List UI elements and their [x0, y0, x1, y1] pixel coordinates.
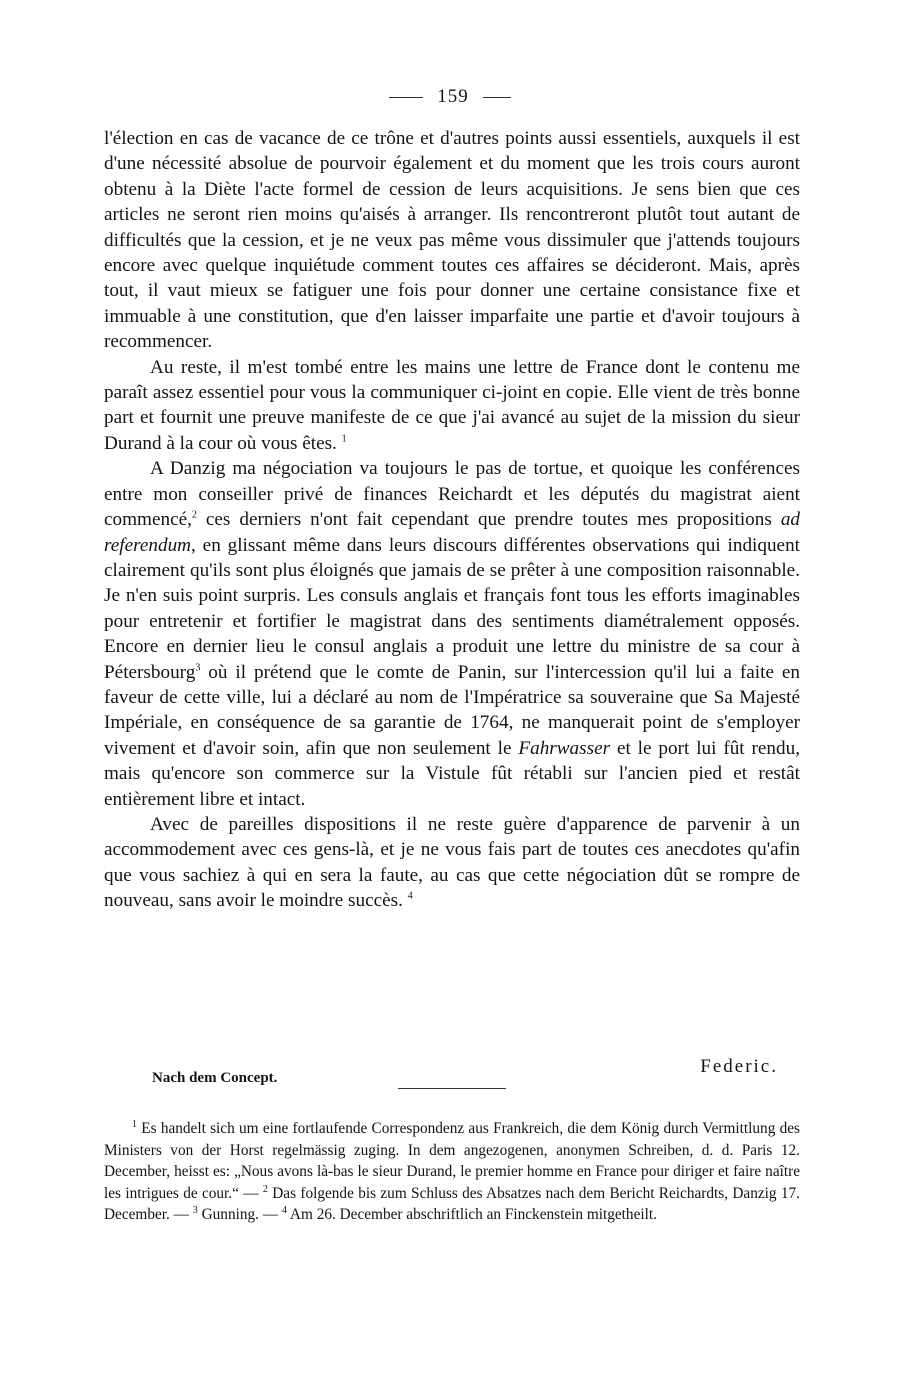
paragraph-france-letter	[104, 355, 800, 457]
footnote-mark-4: 4	[281, 1205, 287, 1217]
footnote-mark-1: 1	[132, 1118, 137, 1130]
footnote-text-4: Am 26. December abschriftlich an Finckenstein mitgetheilt.	[289, 1206, 657, 1224]
footnote-ref-2: 2	[191, 509, 197, 521]
paragraph-closing	[104, 812, 800, 914]
footnote-text-1: Es handelt sich um eine fortlaufende Correspondenz aus Frankreich, die dem König durch Vermittlung des Ministers von der Horst regelmässig zuging. In dem angezogenen, anonymen Schreiben, d. d. Paris 12. December, heisst es: „Nous avons là-bas le sieur Durand, le premier homme en France pour diriger et faire naître les intrigues de cour.“ —	[104, 1120, 800, 1202]
paragraph-text: Avec de pareilles dispositions il ne reste guère d'apparence de parvenir à un accommodement avec ces gens-là, et je ne vous fais part de toutes ces anecdotes qu'afin que vous sachiez à qui en sera la faute, au cas que cette négociation dût se rompre de nouveau, sans avoir le moindre succès.	[104, 813, 800, 912]
signature-row	[104, 1056, 800, 1096]
paragraph-text: et le port lui fût rendu, mais qu'encore son commerce sur la Vistule fût rétabli sur l'ancien pied et restât entièrement libre et intact.	[104, 737, 801, 810]
page-header	[0, 86, 900, 108]
signature: Federic.	[700, 1056, 778, 1077]
paragraph-text: A Danzig ma négociation va toujours le pas de tortue, et quoique les conférences entre mon conseiller privé de finances Reichardt et les députés du magistrat aient commencé,	[104, 458, 800, 531]
footnote-ref-1: 1	[341, 433, 347, 445]
letter-body	[104, 126, 800, 914]
footnote-text-3: Gunning. —	[201, 1206, 279, 1224]
footnotes	[104, 1118, 800, 1226]
paragraph-text: ces derniers n'ont fait cependant que prendre toutes mes propositions	[205, 509, 772, 531]
source-note: Nach dem Concept.	[152, 1070, 278, 1086]
footnote-ref-4: 4	[407, 890, 413, 902]
paragraph-text: l'élection en cas de vacance de ce trône et d'autres points aussi essentiels, auxquels il est d'une nécessité absolue de pourvoir également et du moment que les trois cours auront obtenu à la Diète l'acte formel de cession de leurs acquisitions. Je sens bien que ces articles ne seront rien moins qu'aisés à arranger. Ils rencontreront plutôt tout autant de difficultés que la cession, et je ne veux pas même vous dissimuler que j'attends toujours encore avec quelque inquiétude comment toutes ces affaires se décideront. Mais, après tout, il vaut mieux se fatiguer une fois pour donner une certaine consistance fixe et immuable à une constitution, que d'en laisser imparfaite une partie et d'avoir toujours à recommencer.	[104, 128, 800, 353]
footnote-ref-3: 3	[195, 662, 201, 674]
paragraph-text: , en glissant même dans leurs discours différentes observations qui indiquent clairement qu'ils sont plus éloignés que jamais de se prêter à une composition raisonnable. Je n'en suis point surpris. Les consuls anglais et français font tous les efforts imaginables pour entretenir et fortifier le magistrat dans des sentiments diamétralement opposés. Encore en dernier lieu le consul anglais a produit une lettre du ministre de sa cour à Pétersbourg	[104, 534, 800, 683]
header-dash-left	[389, 97, 423, 98]
footnote-mark-3: 3	[192, 1205, 198, 1217]
german-term: Fahrwasser	[518, 737, 611, 759]
footnote-divider	[398, 1088, 506, 1089]
latin-phrase: ad referendum	[104, 509, 801, 556]
paragraph-text: Au reste, il m'est tombé entre les mains une lettre de France dont le contenu me paraît assez essentiel pour vous la communiquer ci-joint en copie. Elle vient de très bonne part et fournit une preuve manifeste de ce que j'ai avancé au sujet de la mission du sieur Durand à la cour où vous êtes.	[104, 356, 800, 454]
footnote-mark-2: 2	[262, 1183, 268, 1195]
paragraph-text: où il prétend que le comte de Panin, sur l'intercession qu'il lui a faite en faveur de cette ville, lui a déclaré au nom de l'Impératrice sa souveraine que Sa Majesté Impériale, en conséquence de sa garantie de 1764, ne manquerait point de s'employer vivement et d'avoir soin, afin que non seulement le	[104, 661, 801, 759]
footnote	[104, 1118, 800, 1226]
footnote-text-2: Das folgende bis zum Schluss des Absatzes nach dem Bericht Reichardts, Danzig 17. December. —	[104, 1184, 801, 1224]
page-number: 159	[437, 86, 469, 107]
paragraph-danzig	[104, 456, 800, 812]
header-dash-right	[483, 97, 511, 98]
paragraph-continuation	[104, 126, 800, 355]
